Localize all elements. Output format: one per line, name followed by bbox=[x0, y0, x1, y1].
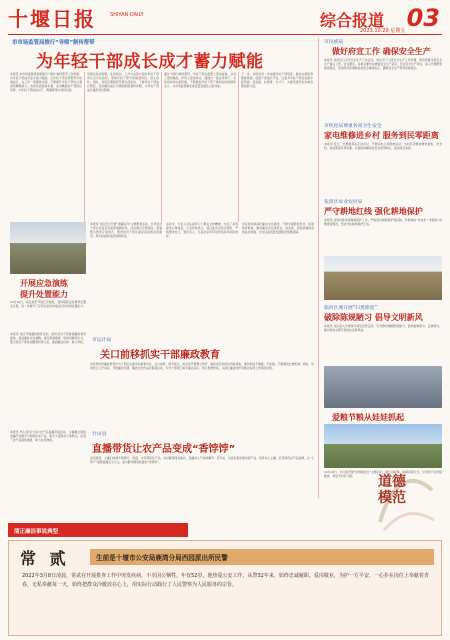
bottom-section-header: 清正廉洁事说典型 bbox=[8, 523, 188, 537]
moral-model-brush-art bbox=[372, 460, 440, 538]
honoree-name: 常 贰 bbox=[20, 549, 70, 568]
lower-kicker: 竹山县 bbox=[92, 432, 107, 437]
middle-body: 该局坚持把廉政教育作为干部队伍建设的重要内容，关口前移，抓早抓小，常态化开展警示教育、廉政谈话和岗位风险排查，推动形成不敢腐、不能腐、不想腐的长效机制。同时，该局结合工作实际，开展廉政党课、廉洁文化作品征集等活动，引导干部职工树牢廉洁意识，筑牢思想防线，以清正廉洁的作风推动各项工作落地见效。 bbox=[90, 362, 314, 371]
issue-date: 2023.10.20 星期五 bbox=[360, 28, 406, 34]
lower-left-col: 本报讯 竹山县近日举办农产品直播带货活动，主播通过网络直播平台推介当地特色农产品，吸引大量网友下单购买，拓宽了农产品销售渠道，助力农民增收。 bbox=[10, 430, 86, 443]
middle-body-col-1: 本报讯 该区近日开展“清廉家风”主题教育活动，引导党员干部以优良家风涵养清朗政风。活动通过专题讲座、观看警示教育片等形式，教育党员干部注重家庭家教家风建设，筑牢拒腐防变的思想防线。 bbox=[90, 222, 162, 239]
main-headline: 为年轻干部成长成才蓄力赋能 bbox=[36, 52, 264, 72]
right-story-1-body: 本报讯 该局近日召开安全生产工作会议，传达学习上级安全生产工作部署，研究部署当前安全生产重点工作。会议要求，各单位要切实增强安全生产意识，压实安全生产责任，深入开展隐患排查整治，坚决防范和遏制各类安全事故发生，确保安全生产形势持续稳定。 bbox=[324, 58, 442, 71]
section-header bbox=[320, 6, 440, 32]
honoree-bio: 2022年3月8日凌晨，常贰在开展排查工作中突发疾病，不幸因公牺牲，年仅52岁。他热爱公安工作，从警32年来，始终忠诚履职、爱岗敬业，为护一方平安、一心扑在岗位上奉献着青春，无私奉献每一天，始终把群众冷暖放在心上，用实际行动践行了人民警察为人民服务的宗旨。 bbox=[22, 573, 429, 588]
drill-headline: 开展应急演练 bbox=[20, 279, 68, 288]
masthead-tagline: SHIYAN DAILY bbox=[110, 12, 144, 18]
main-kicker: 市市场监管局推行“导师”制传帮带 bbox=[12, 40, 95, 46]
main-body-col-4: 下一步，该局将进一步加强年轻干部培养，健全完善培养锻炼机制，搭建干部成长平台，让更多年轻干部在实践中经风雨、见世面、壮筋骨、长才干，为建设现代化市域治理贡献力量。 bbox=[241, 72, 313, 89]
right-story-1-headline: 做好府宣工作 确保安全生产 bbox=[332, 47, 431, 56]
column-divider bbox=[238, 72, 239, 222]
main-body-col-3: 通过“导师”制传帮带，年轻干部在思想上更加成熟，业务上更加熟练，作风上更加务实，涌现出一批业务骨干。该局将持续完善机制，不断激发年轻干部干事创业的热情和活力，为市场监管事业高质量发展注入新动能。 bbox=[164, 72, 236, 89]
lower-headline: 直播带货让农产品变成“香饽饽” bbox=[92, 444, 236, 455]
right-story-4-kicker: 临河区城开展“扫黑除恶” bbox=[324, 306, 377, 311]
header-rule bbox=[8, 34, 442, 35]
lower-body: 活动现场，主播们热情介绍茶叶、香菇、木耳等特色产品，实时解答网友提问，直播间人气持续攀升。近年来，该县积极发展电商产业，培育本土主播，打造特色农产品品牌，让“土特产”借助直播走出大山，成为群众增收致富的“香饽饽”。 bbox=[90, 456, 314, 465]
right-story-2-kicker: 市疾控局尊重各项卫生安全 bbox=[324, 124, 382, 129]
emergency-drill-photo bbox=[10, 222, 86, 274]
ceremony-photo bbox=[324, 366, 442, 408]
middle-body-col-3: 该区将持续深化廉洁文化建设，不断丰富教育形式、拓展教育载体，推动廉洁文化进机关、进家庭，营造崇廉尚洁的良好氛围，为全区高质量发展提供坚强保障。 bbox=[242, 222, 314, 235]
section-title: 综合报道 bbox=[320, 11, 385, 30]
side-brush-text: 道德模范 bbox=[378, 474, 406, 506]
drill-headline-2: 提升处置能力 bbox=[20, 290, 68, 299]
main-body-col-1: 本报讯 市市场监管局创新推行“导师”制传帮带工作机制，为年轻干部成长成才蓄力赋能，让年轻干部在传帮带中快速成长，在工作一线锤炼本领，不断提升年轻干部综合素质和履职能力。该局选派经验丰富、业务精湛的干部担任导师，与年轻干部结成对子，明确帮带内容和目标。 bbox=[10, 72, 82, 93]
middle-headline: 关口前移抓实干部廉政教育 bbox=[100, 350, 220, 361]
honoree-banner: 生前是十堰市公安局鹿湾分局西园派出所民警 bbox=[90, 549, 434, 565]
right-story-5-caption: 10月16日，幼儿园开展“世界粮食日”主题活动，通过讲故事、做游戏等方式，引导孩子们珍惜粮食、养成节约好习惯。 bbox=[324, 470, 442, 479]
right-story-1-kicker: 市民族局 bbox=[324, 40, 344, 45]
right-story-4-body: 本报讯 该区深入开展移风易俗宣传活动，引导群众破除陈规陋习，倡导婚事新办、丧事简办，推动形成文明节俭的社会新风尚。 bbox=[324, 324, 442, 333]
page-number: 03 bbox=[406, 4, 440, 32]
column-divider bbox=[161, 72, 162, 222]
right-story-2-headline: 家电维修进乡村 服务到民零距离 bbox=[324, 131, 439, 140]
column-divider bbox=[84, 72, 85, 222]
right-story-4-headline: 破除陈规陋习 倡导文明新风 bbox=[324, 313, 423, 322]
farmland-photo bbox=[324, 256, 442, 300]
right-story-2-body: 本报讯 近日，志愿服务队走进乡村，开展家电义务维修活动，为村民免费检修电视机、洗衣机、电饭煲等家用电器，并现场讲解家电安全使用知识，受到村民欢迎。 bbox=[324, 142, 442, 151]
right-story-3-headline: 严守耕地红线 强化耕地保护 bbox=[324, 207, 423, 216]
right-story-3-kicker: 张湾区农业农村局 bbox=[324, 200, 363, 205]
right-story-5-headline: 爱粮节粮从娃娃抓起 bbox=[332, 413, 404, 422]
middle-kicker: 市运计局 bbox=[92, 338, 112, 343]
newspaper-logo: 十堰日报 bbox=[8, 7, 96, 31]
drill-caption: 10月16日，该区组织开展应急演练，现场模拟突发事件处置全过程，进一步提升了应急队伍的快速反应和协同处置能力。 bbox=[10, 300, 86, 309]
middle-body-col-2: 活动中，与会人员认真学习了相关文件精神，交流了家风建设心得体会。大家纷纷表示，将以此次活动为契机，严格要求自己、管好家人，以良好家风带动党风政风持续向好。 bbox=[166, 222, 238, 239]
right-story-3-body: 本报讯 该局持续加强耕地保护工作，严格落实耕地保护责任制，开展耕地“非农化”“非粮化”问题排查整治，坚决守住耕地保护红线。 bbox=[324, 218, 442, 227]
main-body-col-2: 导师从政治思想、业务知识、工作方法等方面对年轻干部进行全方位指导，帮助年轻干部尽快熟悉岗位、进入角色。同时，该局定期组织开展交流座谈，了解年轻干部成长情况，及时解决成长中遇到的困难和问题，为年轻干部成长提供坚实保障。 bbox=[87, 72, 159, 93]
left-body-col: 本报讯 该区开展廉政教育活动，组织党员干部参观廉政教育基地，接受廉政文化熏陶。通过观看展板、聆听讲解等方式，警示党员干部时刻绷紧纪律之弦，做到廉洁自律、秉公用权。 bbox=[10, 332, 86, 345]
right-column-divider bbox=[318, 38, 319, 498]
